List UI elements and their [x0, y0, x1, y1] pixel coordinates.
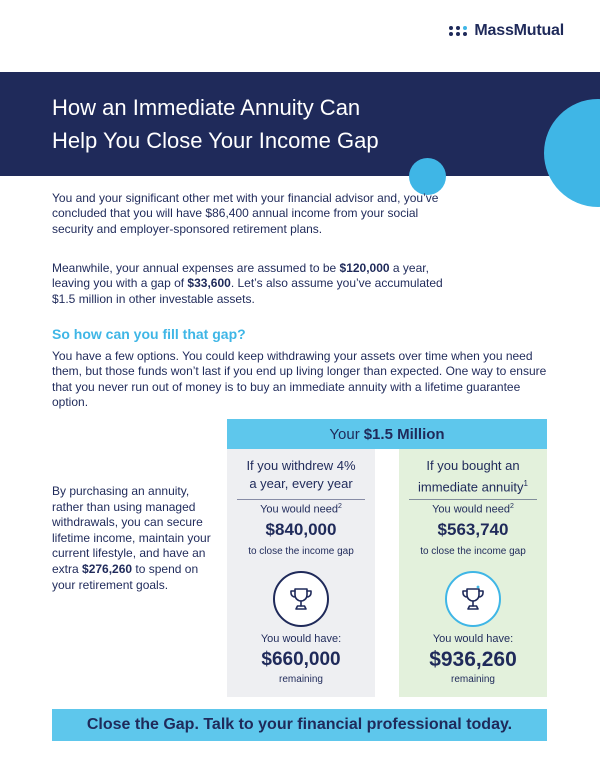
- decorative-circle-small: [409, 158, 446, 195]
- gap-amount: $33,600: [187, 276, 231, 291]
- extra-amount: $276,260: [82, 561, 133, 576]
- withdraw-column-heading: If you withdrew 4% a year, every year: [246, 458, 356, 491]
- need-amount: $563,740: [437, 520, 509, 539]
- have-amount: $660,000: [261, 649, 341, 670]
- need-amount: $840,000: [265, 520, 337, 539]
- have-label: You would have:: [260, 633, 342, 645]
- banner-amount: $1.5 Million: [363, 425, 445, 443]
- title-line-2: Help You Close Your Income Gap: [52, 128, 379, 153]
- annuity-column-heading: If you bought an immediate annuity$^1$: [418, 458, 528, 495]
- column-divider: [237, 499, 365, 500]
- need-label: You would need$^2$: [432, 503, 514, 516]
- have-label: You would have:: [432, 633, 514, 645]
- section-body: You have a few options. You could keep withdrawing your assets over time when you need them, but those funds won’t last if you end up living longer than expected. One way to ensure that you never run out of money is to buy an immediate annuity with a lifetime guarantee option.: [52, 349, 547, 410]
- logo-text: MassMutual: [474, 22, 564, 39]
- annuity-column: [399, 449, 547, 697]
- have-amount: $936,260: [429, 648, 517, 671]
- close-gap-label: to close the income gap: [420, 546, 526, 557]
- column-divider: [409, 499, 537, 500]
- need-label: You would need$^2$: [260, 503, 342, 516]
- intro-paragraph-2: Meanwhile, your annual expenses are assumed to be $120,000 a year, leaving you with a gap of $33,600. Let’s also assume you’ve accumulated $1.5 million in other investable assets.: [52, 261, 443, 306]
- cta-banner: Close the Gap. Talk to your financial professional today.: [52, 709, 547, 741]
- close-gap-label: to close the income gap: [248, 546, 354, 557]
- intro-paragraph-1: You and your significant other met with your financial advisor and, you’ve concluded that you will have $86,400 annual income from your social security and employer-sponsored retirement plans.: [52, 191, 439, 236]
- side-text: By purchasing an annuity, rather than using managed withdrawals, you can secure lifetime income, maintain your current lifestyle, and have an extra $276,260 to spend on your retirement goals.: [52, 484, 211, 592]
- million-banner: [227, 419, 547, 449]
- trophy-icon: [273, 571, 329, 627]
- expenses-amount: $120,000: [339, 261, 390, 275]
- section-subhead: So how can you fill that gap?: [52, 326, 246, 342]
- remaining-label: remaining: [279, 674, 323, 685]
- withdraw-column: [227, 449, 375, 697]
- title-line-1: How an Immediate Annuity Can: [52, 95, 361, 120]
- remaining-label: remaining: [451, 674, 495, 685]
- banner-prefix: Your: [329, 425, 360, 443]
- trophy-icon: [445, 571, 501, 627]
- logo-dots-icon: [449, 26, 468, 36]
- page-title: [52, 91, 492, 157]
- brand-logo: [449, 22, 564, 40]
